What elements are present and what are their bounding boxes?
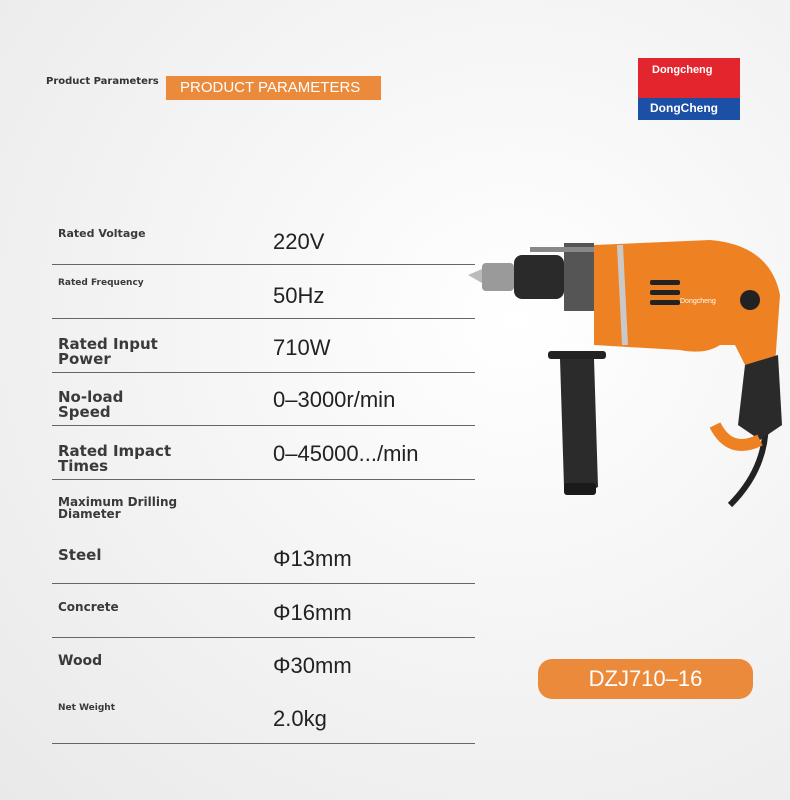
- logo-top-text: Dongcheng: [638, 58, 740, 98]
- spec-row-speed: [52, 387, 475, 427]
- divider: [52, 479, 475, 480]
- divider: [52, 425, 475, 426]
- spec-row-weight: [52, 703, 475, 745]
- header-small-title: Product Parameters: [46, 76, 159, 87]
- header-banner: PRODUCT PARAMETERS: [166, 76, 381, 100]
- divider: [52, 372, 475, 373]
- spec-row-concrete: [52, 599, 475, 639]
- spec-label: Net Weight: [58, 703, 116, 713]
- spec-value: Φ30mm: [273, 653, 352, 678]
- spec-row-impact: [52, 441, 475, 481]
- spec-label: Maximum Drilling Diameter: [58, 495, 178, 521]
- spec-label: Rated Voltage: [58, 227, 146, 240]
- spec-label: Rated Impact Times: [58, 442, 172, 475]
- spec-label: Steel: [58, 546, 102, 564]
- divider: [52, 743, 475, 744]
- spec-row-max-diameter: [52, 494, 475, 524]
- spec-label: Rated Frequency: [58, 278, 144, 288]
- drill-brand-text: Dongcheng: [680, 298, 716, 305]
- brand-logo: [638, 58, 740, 120]
- spec-value: 2.0kg: [273, 706, 327, 731]
- spec-label: Wood: [58, 653, 103, 669]
- spec-value: 0–45000.../min: [273, 441, 419, 466]
- spec-row-wood: [52, 653, 475, 689]
- spec-value: Φ13mm: [273, 546, 352, 571]
- spec-row-frequency: [52, 275, 475, 319]
- spec-row-voltage: [52, 225, 475, 265]
- spec-row-power: [52, 334, 475, 374]
- spec-row-steel: [52, 545, 475, 585]
- spec-value: 50Hz: [273, 283, 325, 308]
- spec-label: Rated Input Power: [58, 335, 158, 368]
- spec-label: No-load Speed: [58, 388, 124, 421]
- drill-image: [460, 225, 785, 515]
- divider: [52, 318, 475, 319]
- divider: [52, 637, 475, 638]
- model-badge: DZJ710–16: [538, 659, 753, 699]
- spec-label: Concrete: [58, 600, 119, 614]
- spec-value: Φ16mm: [273, 600, 352, 625]
- spec-value: 710W: [273, 335, 331, 360]
- logo-bottom-text: DongCheng: [638, 98, 740, 120]
- divider: [52, 264, 475, 265]
- spec-value: 220V: [273, 229, 325, 254]
- divider: [52, 583, 475, 584]
- spec-value: 0–3000r/min: [273, 387, 396, 412]
